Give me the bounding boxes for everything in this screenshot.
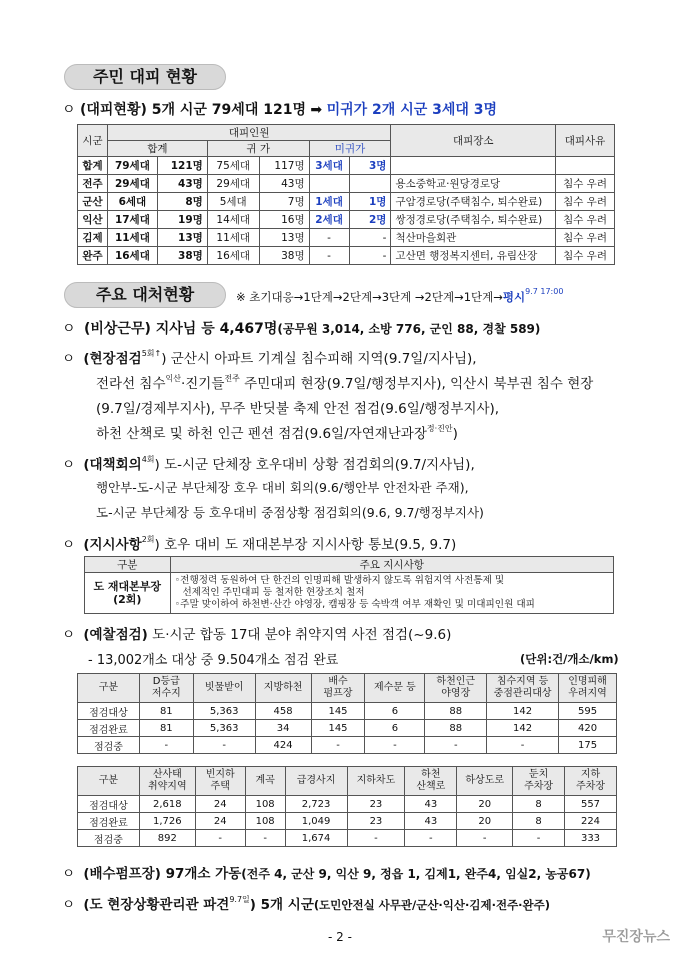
cell: 전주 (78, 175, 108, 193)
cell (391, 157, 556, 175)
table-header: 급경사지 (285, 767, 347, 796)
table-cell: - (513, 830, 565, 847)
text: 전라선 침수 (96, 376, 166, 392)
table-cell: 1,726 (139, 813, 195, 830)
table-header: 배수 펌프장 (311, 674, 365, 703)
table-cell: 557 (565, 796, 617, 813)
header-unreturned: 미귀가 (309, 141, 391, 157)
item-sup: 2회 (141, 535, 155, 544)
table-header: 계곡 (245, 767, 285, 796)
table-cell: 점검완료 (78, 813, 140, 830)
cell: 용소중학교·원당경로당 (391, 175, 556, 193)
cell: 8명 (157, 193, 207, 211)
cell: 13명 (157, 229, 207, 247)
table-cell: 43 (405, 796, 457, 813)
bullet: ㅇ (62, 866, 76, 882)
cell: - (349, 247, 391, 265)
table-cell: 점검대상 (78, 796, 140, 813)
cell: 1명 (349, 193, 391, 211)
cell: 17세대 (107, 211, 157, 229)
table-cell: 142 (487, 703, 559, 720)
item-sup: 전주 (224, 374, 240, 383)
item-meetings (62, 453, 475, 473)
cell: 6세대 (107, 193, 157, 211)
table-header: 제수문 등 (365, 674, 425, 703)
table-cell: - (195, 830, 245, 847)
table-header: 인명피해 우려지역 (559, 674, 617, 703)
cell (349, 175, 391, 193)
table-cell: 점검중 (78, 737, 140, 754)
header-reason: 대피사유 (556, 125, 615, 157)
table-header: 구분 (78, 767, 140, 796)
table-cell: 점검대상 (78, 703, 140, 720)
table-cell: 81 (139, 703, 193, 720)
table-cell: 24 (195, 813, 245, 830)
cell: 1세대 (309, 193, 349, 211)
header-total: 합계 (107, 141, 207, 157)
flow-current: 평시 (502, 290, 526, 304)
item-sup: 5회↑ (141, 349, 162, 358)
cell: 14세대 (207, 211, 259, 229)
cell: 2명 (349, 211, 391, 229)
table-row (78, 720, 617, 737)
table-cell: 88 (425, 720, 487, 737)
table-header: 침수지역 등 중점관리대상 (487, 674, 559, 703)
check-table-2 (77, 766, 617, 847)
cell: 3명 (349, 157, 391, 175)
item-instructions (62, 533, 456, 553)
table-cell: 2,723 (285, 796, 347, 813)
cell: 군산 (78, 193, 108, 211)
cell: 19명 (157, 211, 207, 229)
table-cell: 2,618 (139, 796, 195, 813)
item-prepare (62, 623, 451, 643)
table-cell: 81 (139, 720, 193, 737)
table-cell: 5,363 (193, 703, 255, 720)
item-field-inspection-l3: (9.7일/경제부지사), 무주 반딧불 축제 안전 점검(9.6일/행정부지사), (96, 401, 500, 417)
table-cell: 333 (565, 830, 617, 847)
check-table-1 (77, 673, 617, 754)
item-dispatch (62, 893, 550, 913)
bullet: ㅇ (62, 457, 76, 473)
instr-header-content: 주요 지시사항 (170, 557, 613, 573)
cell: 11세대 (107, 229, 157, 247)
cell: 침수 우려 (556, 175, 615, 193)
item-meetings-l3: 도-시군 부단체장 등 호우대비 중점상황 점검회의(9.6, 9.7/행정부지사) (96, 505, 484, 520)
table-row (78, 813, 617, 830)
table-header: 하상도로 (457, 767, 513, 796)
cell: 침수 우려 (556, 193, 615, 211)
cell: 13명 (259, 229, 309, 247)
prepare-sub: - 13,002개소 대상 중 9.504개소 점검 완료 (88, 653, 339, 668)
item-bold: (지시사항 (83, 537, 142, 553)
stage-flow (236, 287, 563, 305)
bullet: ㅇ (62, 627, 76, 643)
instr-line: ◦전행정력 동원하여 단 한건의 인명피해 발생하지 않도록 위험지역 사전통제 및 (174, 575, 505, 586)
item-field-inspection-l2 (96, 372, 593, 392)
table-header: 하천 산책로 (405, 767, 457, 796)
item-field-inspection-l4 (96, 422, 458, 442)
text: 주민대피 현장(9.7일/행정부지사), 익산시 북부권 침수 현장 (239, 376, 594, 392)
table-cell: 142 (487, 720, 559, 737)
cell: 117명 (259, 157, 309, 175)
watermark: 무진장뉴스 (602, 929, 670, 945)
cell: 구암경로당(주택침수, 퇴수완료) (391, 193, 556, 211)
item-bold: (대책회의 (83, 457, 142, 473)
table-cell: 24 (195, 796, 245, 813)
table-cell: 224 (565, 813, 617, 830)
cell: 고산면 행정복지센터, 유림산장 (391, 247, 556, 265)
table-cell: 1,674 (285, 830, 347, 847)
unit-label: (단위:건/개소/km) (520, 652, 619, 666)
table-cell: 5,363 (193, 720, 255, 737)
instr-line: 선제적인 주민대피 등 철저한 현장조치 철저 (182, 587, 365, 598)
item-pump (62, 862, 591, 882)
table-cell: 6 (365, 720, 425, 737)
table-cell: 6 (365, 703, 425, 720)
table-header: 빗물받이 (193, 674, 255, 703)
table-cell: - (311, 737, 365, 754)
cell: 16세대 (107, 247, 157, 265)
cell: 침수 우려 (556, 229, 615, 247)
table-cell: - (139, 737, 193, 754)
item-field-inspection (62, 347, 477, 367)
cell: 11세대 (207, 229, 259, 247)
item-sup: 9.7일 (229, 895, 250, 904)
instr-row-label: 도 재대본부장 (2회) (85, 573, 171, 614)
item-detail: 도·시군 합동 17대 분야 취약지역 사전 점검(~9.6) (147, 627, 452, 643)
cell: 완주 (78, 247, 108, 265)
item-detail: ) 호우 대비 도 재대본부장 지시사항 통보(9.5, 9.7) (154, 537, 457, 553)
table-cell: 점검완료 (78, 720, 140, 737)
bullet: ㅇ (62, 897, 76, 913)
table-cell: - (365, 737, 425, 754)
table-header: 하천인근 야영장 (425, 674, 487, 703)
table-cell: 20 (457, 796, 513, 813)
table-cell: 8 (513, 813, 565, 830)
table-header: 구분 (78, 674, 140, 703)
table-cell: - (487, 737, 559, 754)
item-bold: (비상근무) 지사님 등 4,467명 (83, 321, 278, 337)
header-people: 대피인원 (107, 125, 391, 141)
item-sup: 익산 (165, 374, 181, 383)
table-row (78, 830, 617, 847)
cell (309, 175, 349, 193)
cell: 침수 우려 (556, 247, 615, 265)
section-title-response: 주요 대처현황 (64, 282, 226, 308)
item-bold: (배수펌프장) 97개소 가동 (83, 866, 242, 882)
instr-line: ◦주말 맞이하여 하천변·산간 야영장, 캠핑장 등 숙박객 여부 재확인 및 미대피인원 대피 (174, 599, 535, 610)
table-header: 둔치 주차장 (513, 767, 565, 796)
page-number: - 2 - (328, 930, 352, 944)
cell: 38명 (157, 247, 207, 265)
table-header: D등급 저수지 (139, 674, 193, 703)
table-cell: - (405, 830, 457, 847)
table-row (78, 737, 617, 754)
arrow-icon: ➡ (310, 102, 323, 118)
header-return: 귀 가 (207, 141, 309, 157)
instruction-table (84, 556, 614, 614)
cell: 김제 (78, 229, 108, 247)
cell: 익산 (78, 211, 108, 229)
cell: 5세대 (207, 193, 259, 211)
item-sup: 4회 (141, 455, 155, 464)
cell: 29세대 (107, 175, 157, 193)
table-cell: - (425, 737, 487, 754)
cell (556, 157, 615, 175)
instr-content (170, 573, 613, 614)
header-region: 시군 (78, 125, 108, 157)
table-row (78, 175, 615, 193)
table-header: 산사태 취약지역 (139, 767, 195, 796)
cell: 29세대 (207, 175, 259, 193)
table-cell: 23 (347, 796, 405, 813)
table-row (78, 193, 615, 211)
summary-unreturned: 미귀가 2개 시군 3세대 3명 (326, 102, 498, 118)
item-sup: 정·진안 (426, 424, 453, 433)
item-bold: (예찰점검) (83, 627, 148, 643)
cell: 75세대 (207, 157, 259, 175)
item-detail: ) 군산시 아파트 기계실 침수피해 지역(9.7일/지사님), (161, 351, 477, 367)
cell: 7명 (259, 193, 309, 211)
cell: 43명 (157, 175, 207, 193)
table-header: 지방하천 (255, 674, 311, 703)
item-bold: (현장점검 (83, 351, 142, 367)
table-cell: 145 (311, 703, 365, 720)
table-cell: 175 (559, 737, 617, 754)
table-cell: 43 (405, 813, 457, 830)
item-bold: (도 현장상황관리관 파견 (83, 897, 230, 913)
item-detail: (공무원 3,014, 소방 776, 군인 88, 경찰 589) (277, 322, 541, 336)
table-cell: - (457, 830, 513, 847)
cell: 79세대 (107, 157, 157, 175)
cell: 3세대 (309, 157, 349, 175)
table-header: 빈지하 주택 (195, 767, 245, 796)
table-cell: 458 (255, 703, 311, 720)
table-cell: 8 (513, 796, 565, 813)
table-cell: 20 (457, 813, 513, 830)
evacuation-table (77, 124, 615, 265)
bullet: ㅇ (62, 351, 76, 367)
table-cell: 88 (425, 703, 487, 720)
cell: 쌍정경로당(주택침수, 퇴수완료) (391, 211, 556, 229)
item-detail-small: (도민안전실 사무관/군산·익산·김제·전주·완주) (313, 898, 551, 912)
item-detail: ) 5개 시군 (249, 897, 314, 913)
table-cell: 34 (255, 720, 311, 737)
table-cell: 108 (245, 813, 285, 830)
table-cell: 145 (311, 720, 365, 737)
flow-time: 9.7 17:00 (525, 287, 564, 296)
text: ) (452, 426, 458, 442)
table-cell: - (245, 830, 285, 847)
instr-header-category: 구분 (85, 557, 171, 573)
table-header: 지하 주차장 (565, 767, 617, 796)
table-row (78, 229, 615, 247)
table-header: 지하차도 (347, 767, 405, 796)
table-cell: 23 (347, 813, 405, 830)
cell: 121명 (157, 157, 207, 175)
cell: 16명 (259, 211, 309, 229)
table-cell: 892 (139, 830, 195, 847)
table-cell: 424 (255, 737, 311, 754)
summary-bold: (대피현황) 5개 시군 79세대 121명 (79, 102, 306, 118)
cell: 척산마을회관 (391, 229, 556, 247)
table-cell: 595 (559, 703, 617, 720)
table-cell: - (193, 737, 255, 754)
table-cell: 점검중 (78, 830, 140, 847)
cell: 43명 (259, 175, 309, 193)
bullet: ㅇ (62, 321, 76, 337)
cell: 38명 (259, 247, 309, 265)
table-cell: 108 (245, 796, 285, 813)
bullet: ㅇ (62, 537, 76, 553)
table-row (78, 703, 617, 720)
table-cell: - (347, 830, 405, 847)
table-row (78, 796, 617, 813)
section-title-evacuation: 주민 대피 현황 (64, 64, 226, 90)
bullet: ㅇ (62, 102, 76, 118)
item-emergency-duty (62, 318, 540, 338)
cell: 침수 우려 (556, 211, 615, 229)
item-detail: ) 도-시군 단체장 호우대비 상황 점검회의(9.7/지사님), (154, 457, 475, 473)
table-cell: 1,049 (285, 813, 347, 830)
cell: - (309, 229, 349, 247)
cell: - (349, 229, 391, 247)
cell: 2세대 (309, 211, 349, 229)
cell: 합계 (78, 157, 108, 175)
table-cell: 420 (559, 720, 617, 737)
header-place: 대피장소 (391, 125, 556, 157)
cell: - (309, 247, 349, 265)
flow-text: ※ 초기대응→1단계→2단계→3단계 →2단계→1단계→ (236, 290, 503, 304)
table-row (78, 247, 615, 265)
table-row (78, 211, 615, 229)
item-detail: (전주 4, 군산 9, 익산 9, 정읍 1, 김제1, 완주4, 임실2, 농공67) (241, 867, 591, 881)
item-meetings-l2: 행안부-도-시군 부단체장 호우 대비 회의(9.6/행안부 안전차관 주재), (96, 480, 469, 495)
evacuation-summary (62, 99, 497, 119)
text: ·진기들 (180, 376, 225, 392)
table-row (78, 157, 615, 175)
text: 하천 산책로 및 하천 인근 펜션 점검(9.6일/자연재난과장 (96, 426, 427, 442)
cell: 16세대 (207, 247, 259, 265)
